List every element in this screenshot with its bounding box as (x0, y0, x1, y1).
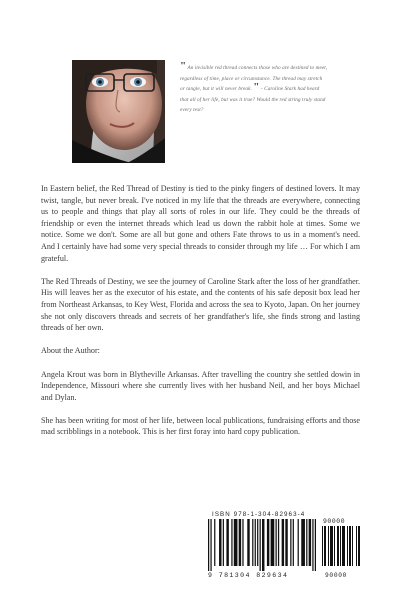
back-cover-body (41, 183, 360, 450)
quote-open-mark: " (180, 60, 187, 72)
barcode-bar (260, 519, 261, 571)
barcode-bar (293, 519, 294, 566)
barcode-bar (247, 519, 249, 566)
barcode-bar (219, 519, 221, 566)
author-portrait-image (72, 60, 165, 163)
price-barcode (322, 526, 360, 571)
barcode-bar (239, 519, 241, 566)
barcode-bar (306, 519, 307, 566)
barcode-bar (282, 519, 284, 566)
intro-paragraph: In Eastern belief, the Red Thread of Destiny is tied to the pinky fingers of destined lovers. It may twist, tangle, but never break. I've noticed in my life that the threads are everywhere, connecting us to people and things that play all sorts of roles in our life. They could be the threads of friendship or even the internet threads which lead us down the rabbit hole at times. Some we notice. Some we don't. Some are all but gone and others Fate throws to us in a moment's need. And I certainly have had some very special threads to consider through my life … For which I am grateful. (41, 184, 360, 263)
barcode-bar (255, 519, 256, 566)
back-cover-quote (180, 60, 328, 116)
barcode-bar (257, 519, 258, 566)
isbn-label: ISBN 978-1-304-82963-4 (212, 511, 306, 518)
isbn-barcode (208, 519, 316, 571)
barcode-bar (271, 519, 275, 566)
barcode-bar (356, 526, 357, 566)
barcode-bar (267, 519, 269, 566)
barcode-bar (214, 519, 215, 566)
barcode-bar (322, 526, 323, 566)
barcode-digits: 9 781304 829634 (208, 572, 289, 579)
quote-close-mark: " (253, 81, 260, 94)
barcode-bar (278, 519, 279, 566)
barcode-bar (208, 519, 209, 571)
barcode-bar (342, 526, 345, 566)
barcode-bar (358, 526, 360, 566)
author-writing-paragraph: She has been writing for most of her life, between local publications, fundraising efforts and those mad scribblings in a notebook. This is her first foray into hard copy publication. (41, 415, 360, 437)
barcode-bar (312, 519, 313, 571)
author-bio-paragraph: Angela Krout was born in Blytheville Arkansas. After travelling the country she settled dowin in Independence, Missouri where she currently lives with her husband Neil, and her boys Michael and Dylan. (41, 369, 360, 402)
barcode-bar (301, 519, 305, 566)
barcode-bar (234, 519, 238, 566)
barcode-bar (242, 519, 243, 566)
barcode-bar (315, 519, 316, 571)
barcode-bar (309, 519, 311, 566)
quote-attribution: - Caroline Stark had heard that all of her life, but was it true? Would the red string truly stand every test? (180, 86, 326, 114)
barcode-bar (223, 519, 224, 566)
about-author-heading: About the Author: (41, 346, 100, 356)
barcode-bar (226, 519, 228, 566)
barcode-bar (330, 526, 333, 566)
barcode-bar (298, 519, 299, 566)
addon-digits: 90000 (325, 572, 348, 579)
barcode-bar (340, 526, 341, 566)
barcode-bar (276, 519, 277, 566)
barcode-bar (328, 526, 329, 566)
barcode-bar (285, 519, 287, 566)
barcode-bar (337, 526, 339, 566)
barcode-bar (210, 519, 211, 571)
barcode-bar (352, 526, 353, 566)
author-photo (72, 60, 165, 163)
quote-text: An invisible red thread connects those who are destined to meet, regardless of time, place or circumstance. The thread may stretch or tangle, but it will never break. (180, 65, 328, 93)
barcode-bar (262, 519, 264, 571)
barcode-bar (349, 526, 351, 566)
barcode-bar (231, 519, 232, 566)
barcode-bar (324, 526, 326, 566)
barcode-bar (252, 519, 253, 566)
barcode-bar (347, 526, 348, 566)
synopsis-paragraph: The Red Threads of Destiny, we see the journey of Caroline Stark after the loss of her grandfather. His will leaves her as the executor of his estate, and the contents of his safe deposit box lead her from Northeast Arkansas, to Key West, Florida and across the sea to Kyoto, Japan. On her journey she not only discovers threads and secrets of her grandfather's life, she finds strong and lasting threads of her own. (41, 276, 360, 333)
barcode-bar (334, 526, 335, 566)
barcode-bar (290, 519, 291, 566)
price-code: 90000 (323, 518, 346, 525)
